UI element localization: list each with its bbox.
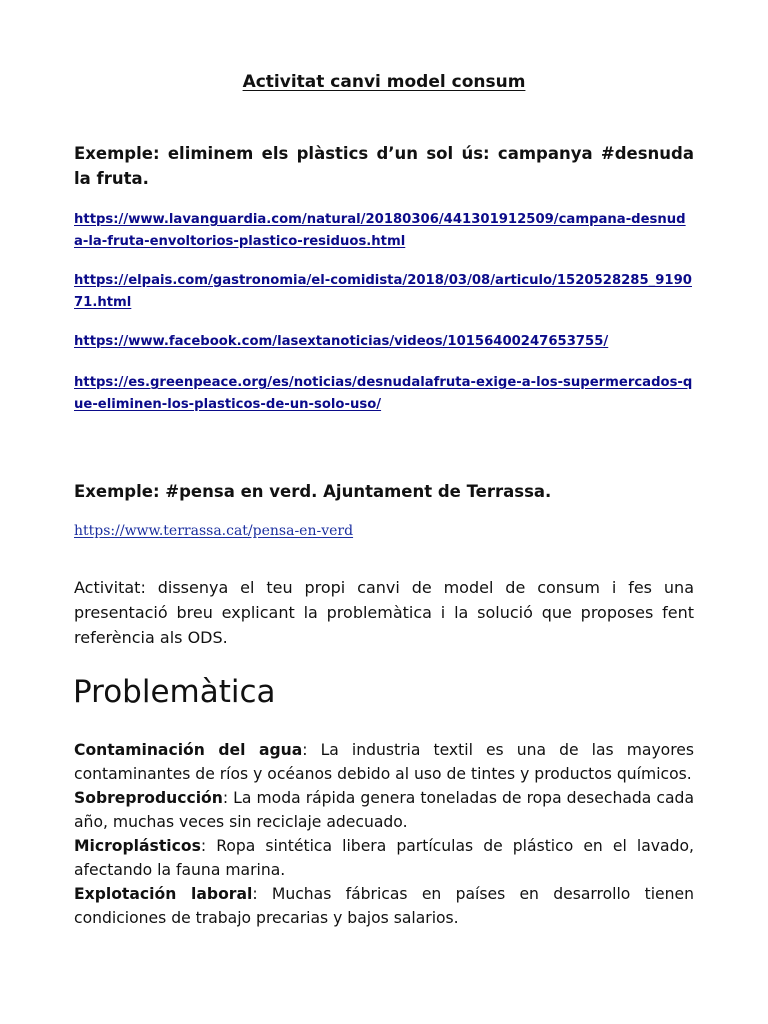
problem-text: : La industria textil es una de las mayores contaminantes de ríos y océanos debido al uso de tintes y productos químicos. — [74, 741, 694, 783]
problem-item-labor — [74, 882, 694, 930]
example-2-heading: Exemple: #pensa en verd. Ajuntament de Terrassa. — [74, 482, 552, 501]
link-facebook[interactable]: https://www.facebook.com/lasextanoticias/videos/10156400247653755/ — [74, 334, 609, 349]
problem-term: Contaminación del agua — [74, 741, 303, 759]
problem-item-overproduction — [74, 786, 694, 834]
link-greenpeace[interactable]: https://es.greenpeace.org/es/noticias/desnudalafruta-exige-a-los-supermercados-que-eliminen-los-plasticos-de-un-solo-uso/ — [74, 375, 693, 412]
activity-paragraph: Activitat: dissenya el teu propi canvi de model de consum i fes una presentació breu explicant la problemàtica i la solució que proposes fent referència als ODS. — [74, 578, 694, 647]
example-1-heading: Exemple: eliminem els plàstics d’un sol ús: campanya #desnuda la fruta. — [74, 144, 694, 188]
document-title: Activitat canvi model consum — [242, 72, 526, 92]
problem-text: : Muchas fábricas en países en desarrollo tienen condiciones de trabajo precarias y bajos salarios. — [74, 885, 694, 927]
problem-item-water — [74, 738, 694, 786]
link-terrassa[interactable]: https://www.terrassa.cat/pensa-en-verd — [74, 523, 354, 539]
problem-term: Sobreproducción — [74, 789, 223, 807]
problem-term: Microplásticos — [74, 837, 201, 855]
link-elpais[interactable]: https://elpais.com/gastronomia/el-comidista/2018/03/08/articulo/1520528285_919071.html — [74, 273, 692, 310]
problem-text: : La moda rápida genera toneladas de ropa desechada cada año, muchas veces sin reciclaje adecuado. — [74, 789, 694, 831]
problem-term: Explotación laboral — [74, 885, 253, 903]
problematica-list — [74, 738, 694, 930]
problem-text: : Ropa sintética libera partículas de plástico en el lavado, afectando la fauna marina. — [74, 837, 694, 879]
problem-item-microplastics — [74, 834, 694, 882]
link-lavanguardia[interactable]: https://www.lavanguardia.com/natural/20180306/441301912509/campana-desnuda-la-fruta-envoltorios-plastico-residuos.html — [74, 212, 686, 249]
problematica-heading: Problemàtica — [73, 674, 276, 710]
